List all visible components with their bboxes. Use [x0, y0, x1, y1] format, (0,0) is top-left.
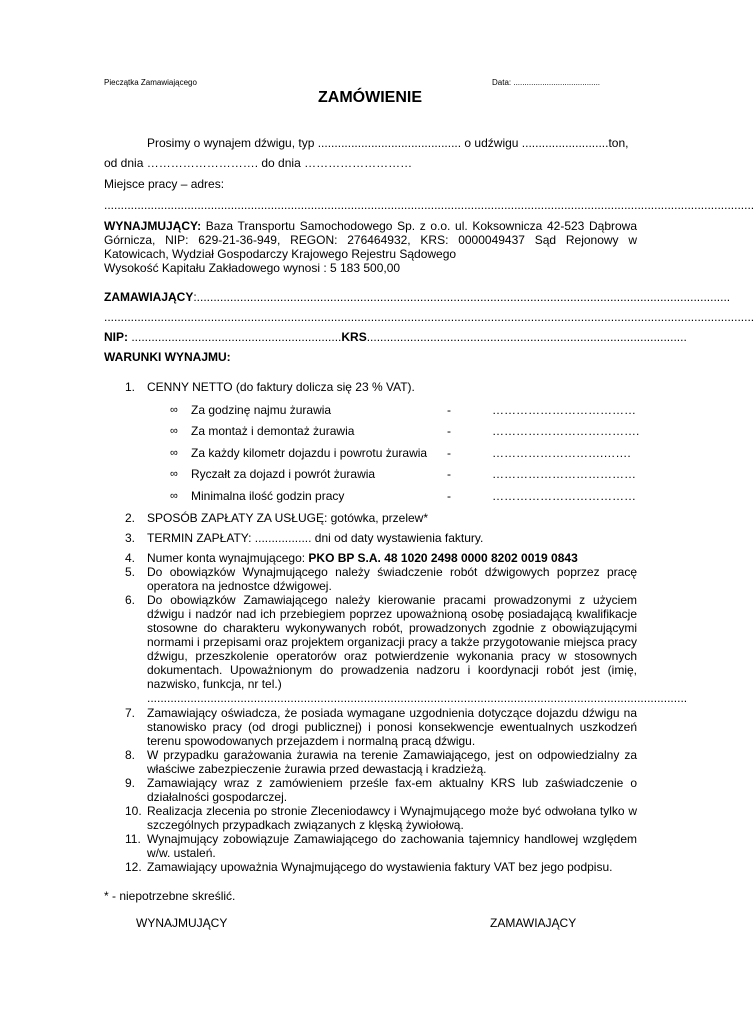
rental-request-line: Prosimy o wynajem dźwigu, typ ........................................... o udźwigu ..........................ton, [147, 136, 629, 150]
nip-field[interactable]: ............................................................... [128, 330, 342, 344]
payment-method-item: SPOSÓB ZAPŁATY ZA USŁUGĘ: gotówka, przelew* [147, 511, 428, 525]
access-approval-item: Zamawiający oświadcza, że posiada wymagane uzgodnienia dotyczące dojazdu dźwigu na stanowisko pracy (od drogi publicznej) i ponosi konsekwencje ewentualnych uszkodzeń terenu spowodowanych przejazdem i normalną pracą dźwigu. [147, 706, 637, 748]
lessor-duties-item: Do obowiązków Wynajmującego należy świadczenie robót dźwigowych poprzez pracę operatora na jednostce dźwigowej. [147, 565, 637, 593]
price-item-field[interactable]: ………………………………. [492, 424, 640, 438]
krs-label: KRS [341, 330, 367, 344]
price-item-field[interactable]: ……………………………… [492, 467, 636, 481]
price-item-label: Za każdy kilometr dojazdu i powrotu żurawia [191, 446, 428, 460]
client-duties-item: Do obowiązków Zamawiającego należy kierowanie pracami prowadzonymi z użyciem dźwigu i nadzór nad ich przebiegiem poprzez upoważnioną osobę posiadającą kwalifikacje stosowne do charakteru wykonywanych robót, prowadzonych zgodnie z obowiązującymi normami i przepisami oraz projektem organizacji pracy a także przygotowanie miejsca pracy dźwigu, przeszkolenie operatorów oraz potwierdzenie wykonania pracy w stosownych dokumentach. Upoważnionym do prowadzenia nadzoru i koordynacji robót jest (imię, nazwisko, funkcja, nr tel.) [147, 593, 637, 691]
price-item-dash: - [447, 403, 451, 417]
client-label: ZAMAWIAJĄCY [104, 290, 194, 304]
client-line [104, 290, 731, 304]
nip-label: NIP: [104, 330, 128, 344]
krs-fax-item: Zamawiający wraz z zamówieniem prześle fax-em aktualny KRS lub zaświadczenie o działalności gospodarczej. [147, 776, 637, 804]
price-item-label: Ryczałt za dojazd i powrót żurawia [191, 467, 376, 481]
net-price-item: CENNY NETTO (do faktury dolicza się 23 % VAT). [147, 380, 415, 394]
price-item-dash: - [447, 424, 451, 438]
bank-account-label: Numer konta wynajmującego: [147, 551, 309, 565]
lessor-capital: Wysokość Kapitału Zakładowego wynosi : 5 183 500,00 [104, 261, 401, 275]
page-title: ZAMÓWIENIE [318, 89, 422, 106]
client-address-field[interactable]: ................................................................................................................................................................................................... [104, 310, 754, 324]
infinity-bullet-icon: ∞ [170, 404, 178, 416]
price-item-label: Za montaż i demontaż żurawia [191, 424, 355, 438]
confidentiality-item: Wynajmujący zobowiązuje Zamawiającego do zachowania tajemnicy handlowej względem w/w. ustaleń. [147, 832, 637, 860]
conditions-heading: WARUNKI WYNAJMU: [104, 350, 231, 364]
infinity-bullet-icon: ∞ [170, 468, 178, 480]
infinity-bullet-icon: ∞ [170, 490, 178, 502]
lessor-block [104, 219, 637, 261]
price-item-field[interactable]: ……………………….……. [492, 446, 631, 460]
date-field[interactable]: Data: ....................................... [492, 78, 601, 87]
item-number: 1. [125, 380, 136, 394]
item-number: 10. [125, 804, 142, 818]
stamp-label: Pieczątka Zamawiającego [104, 78, 197, 87]
work-address-field[interactable]: ................................................................................................................................................................................................... [104, 198, 754, 212]
work-address-label: Miejsce pracy – adres: [104, 177, 225, 191]
lessor-details: Baza Transportu Samochodowego Sp. z o.o. ul. Koksownicza 42-523 Dąbrowa Górnicza, NIP: 629-21-36-949, REGON: 276464932, KRS: 0000049437 Sąd Rejonowy w Katowicach, Wydział Gospodarczy Krajowego Rejestru Sądowego [104, 219, 637, 261]
client-ids-line [104, 330, 687, 344]
price-item-label: Minimalna ilość godzin pracy [191, 489, 345, 503]
client-name-field[interactable]: :................................................................................................................................................................ [193, 290, 731, 304]
bank-account-number: PKO BP S.A. 48 1020 2498 0000 8202 0019 0843 [308, 551, 578, 565]
price-item-label: Za godzinę najmu żurawia [191, 403, 332, 417]
price-item-dash: - [447, 446, 451, 460]
payment-term-item: TERMIN ZAPŁATY: ................. dni od daty wystawienia faktury. [147, 531, 484, 545]
bank-account-item [147, 551, 578, 565]
invoice-authorization-item: Zamawiający upoważnia Wynajmującego do wystawienia faktury VAT bez jego podpisu. [147, 860, 613, 874]
client-signature-label: ZAMAWIAJĄCY [490, 916, 577, 930]
garaging-item: W przypadku garażowania żurawia na terenie Zamawiającego, jest on odpowiedzialny za właściwe zabezpieczenie żurawia przed dewastacją i kradzieżą. [147, 748, 637, 776]
price-item-dash: - [447, 467, 451, 481]
supervisor-field[interactable]: .................................................................................................................................................................. [147, 691, 688, 705]
date-range-line: od dnia ………………………. do dnia ……………………… [104, 156, 413, 170]
item-number: 5. [125, 565, 136, 579]
item-number: 9. [125, 776, 136, 790]
item-number: 2. [125, 511, 136, 525]
item-number: 7. [125, 706, 136, 720]
price-item-field[interactable]: ……………………………… [492, 489, 636, 503]
item-number: 6. [125, 593, 136, 607]
lessor-label: WYNAJMUJĄCY: [104, 219, 202, 233]
cancellation-item: Realizacja zlecenia po stronie Zleceniodawcy i Wynajmującego może być odwołana tylko w szczególnych przypadkach związanych z klęską żywiołową. [147, 804, 637, 832]
item-number: 4. [125, 551, 136, 565]
infinity-bullet-icon: ∞ [170, 425, 178, 437]
price-item-dash: - [447, 489, 451, 503]
krs-field[interactable]: ................................................................................................ [366, 330, 687, 344]
footnote: * - niepotrzebne skreślić. [104, 889, 236, 903]
item-number: 11. [125, 832, 141, 846]
item-number: 3. [125, 531, 136, 545]
lessor-signature-label: WYNAJMUJĄCY [136, 916, 228, 930]
infinity-bullet-icon: ∞ [170, 447, 178, 459]
item-number: 8. [125, 748, 136, 762]
price-item-field[interactable]: ……………………………… [492, 403, 636, 417]
item-number: 12. [125, 860, 142, 874]
